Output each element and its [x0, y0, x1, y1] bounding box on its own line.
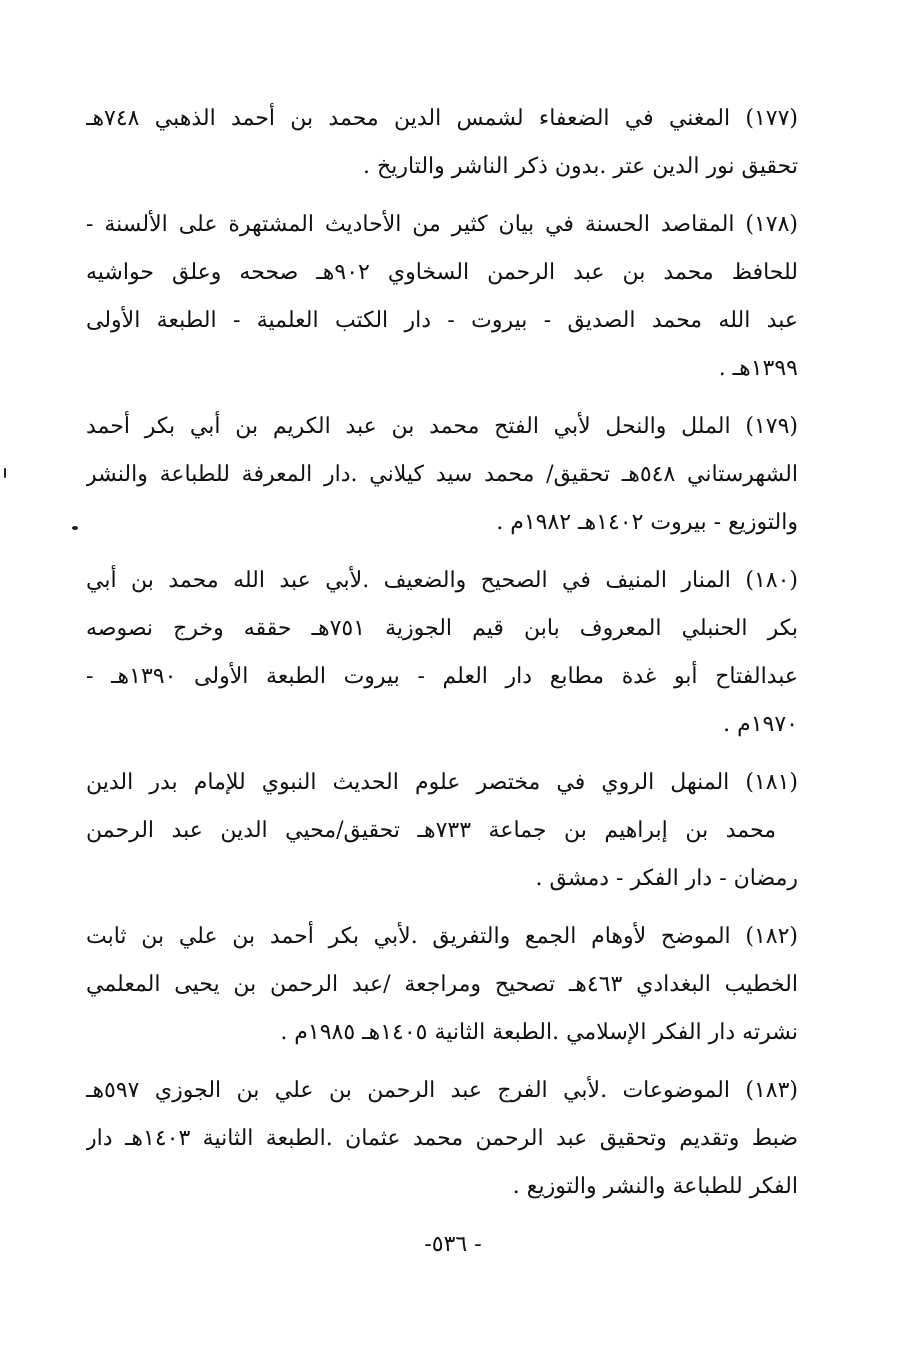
bibliography-entry-183 — [86, 1067, 798, 1211]
bibliography-entry-182 — [86, 913, 798, 1057]
entry-line: الخطيب البغدادي ٤٦٣هـ تصحيح ومراجعة /عبد الرحمن بن يحيى المعلمي — [86, 972, 798, 997]
entry-line: (١٨٣) الموضوعات .لأبي الفرج عبد الرحمن بن علي بن الجوزي ٥٩٧هـ — [86, 1078, 798, 1103]
entry-line: بكر الحنبلي المعروف بابن قيم الجوزية ٧٥١هـ حققه وخرج نصوصه — [86, 616, 798, 641]
entry-line: نشرته دار الفكر الإسلامي .الطبعة الثانية ١٤٠٥هـ ١٩٨٥م . — [280, 1020, 798, 1045]
entry-line: والتوزيع - بيروت ١٤٠٢هـ ١٩٨٢م . — [496, 510, 798, 535]
entry-line: (١٧٨) المقاصد الحسنة في بيان كثير من الأحاديث المشتهرة على الألسنة - — [86, 212, 798, 237]
entry-line: تحقيق نور الدين عتر .بدون ذكر الناشر والتاريخ . — [363, 154, 798, 179]
bibliography-entry-180 — [86, 557, 798, 749]
entry-line: الفكر للطباعة والنشر والتوزيع . — [512, 1174, 798, 1199]
entry-line: (١٨١) المنهل الروي في مختصر علوم الحديث النبوي للإمام بدر الدين — [86, 770, 798, 795]
entry-line: ١٣٩٩هـ . — [718, 356, 798, 381]
scan-speck — [72, 526, 78, 530]
entry-line: (١٧٧) المغني في الضعفاء لشمس الدين محمد بن أحمد الذهبي ٧٤٨هـ — [86, 106, 798, 131]
entry-line: رمضان - دار الفكر - دمشق . — [535, 866, 798, 891]
entry-line: (١٧٩) الملل والنحل لأبي الفتح محمد بن عبد الكريم بن أبي بكر أحمد — [86, 414, 798, 439]
bibliography-entry-178 — [86, 201, 798, 393]
entry-line: (١٨٢) الموضح لأوهام الجمع والتفريق .لأبي بكر أحمد بن علي بن ثابت — [86, 924, 798, 949]
scan-speck — [4, 468, 6, 478]
entry-line: للحافظ محمد بن عبد الرحمن السخاوي ٩٠٢هـ صححه وعلق حواشيه — [86, 260, 798, 285]
entry-line: ١٩٧٠م . — [723, 712, 798, 737]
entry-line: عبد الله محمد الصديق - بيروت - دار الكتب العلمية - الطبعة الأولى — [86, 308, 798, 333]
bibliography-entry-177 — [86, 95, 798, 191]
bibliography-list — [86, 95, 798, 1221]
bibliography-entry-181 — [86, 759, 798, 903]
page-number: - ٥٣٦- — [424, 1232, 482, 1257]
entry-line: ضبط وتقديم وتحقيق عبد الرحمن محمد عثمان .الطبعة الثانية ١٤٠٣هـ دار — [86, 1126, 798, 1151]
bibliography-entry-179 — [86, 403, 798, 547]
entry-line: الشهرستاني ٥٤٨هـ تحقيق/ محمد سيد كيلاني .دار المعرفة للطباعة والنشر — [86, 462, 798, 487]
entry-line: (١٨٠) المنار المنيف في الصحيح والضعيف .لأبي عبد الله محمد بن أبي — [86, 568, 798, 593]
entry-line: محمد بن إبراهيم بن جماعة ٧٣٣هـ تحقيق/محيي الدين عبد الرحمن — [86, 818, 776, 843]
entry-line: عبدالفتاح أبو غدة مطابع دار العلم - بيروت الطبعة الأولى ١٣٩٠هـ - — [86, 664, 798, 689]
